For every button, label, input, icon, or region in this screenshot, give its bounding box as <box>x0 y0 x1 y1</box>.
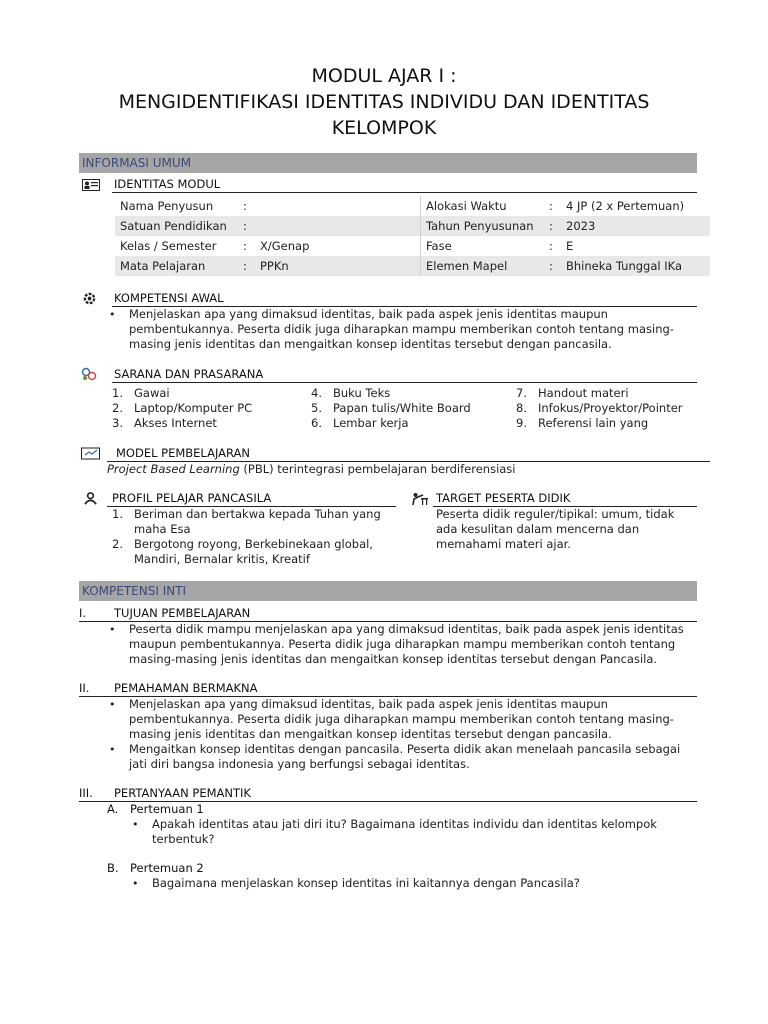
section-number: II. <box>79 681 90 695</box>
tujuan-list <box>107 622 699 667</box>
item-text: Buku Teks <box>333 386 391 400</box>
cell-colon: : <box>544 256 561 276</box>
heading-profil-pelajar: PROFIL PELAJAR PANCASILA <box>112 491 272 505</box>
heading-sarana-prasarana: SARANA DAN PRASARANA <box>114 367 264 381</box>
list-item <box>311 401 511 416</box>
divider <box>112 382 697 383</box>
list-item: • Peserta didik mampu menjelaskan apa yang dimaksud identitas, baik pada aspek jenis identitas maupun pembentukannya. Peserta didik juga diharapkan mampu memberikan contoh tentang masing-masing jenis identitas dan mengaitkan konsep identitas tersebut dengan Pancasila. <box>107 622 699 667</box>
cell-colon: : <box>238 216 255 236</box>
item-text: Handout materi <box>538 386 629 400</box>
item-number: 7. <box>516 386 527 400</box>
subsection-pertemuan-2: Pertemuan 2 <box>130 861 204 875</box>
list-item <box>311 416 511 431</box>
cell-label: Elemen Mapel <box>421 256 545 276</box>
item-number: 4. <box>311 386 322 400</box>
pemahaman-list <box>107 697 699 772</box>
teacher-icon <box>412 492 429 505</box>
cell-value: E <box>566 239 574 253</box>
heading-kompetensi-awal: KOMPETENSI AWAL <box>114 291 224 305</box>
cell-label: Kelas / Semester <box>120 239 217 253</box>
section-number: III. <box>79 786 93 800</box>
doc-title-line-2: MENGIDENTIFIKASI IDENTITAS INDIVIDU DAN IDENTITAS <box>118 91 650 113</box>
table-row <box>115 216 710 236</box>
cell-colon: : <box>549 239 553 253</box>
target-text: Peserta didik reguler/tipikal: umum, tidak ada kesulitan dalam mencerna dan memahami materi ajar. <box>436 507 675 551</box>
item-number: 1. <box>112 386 123 400</box>
cell-colon: : <box>549 199 553 213</box>
item-text: Infokus/Proyektor/Pointer <box>538 401 683 415</box>
heading-identitas-modul: IDENTITAS MODUL <box>114 177 221 191</box>
item-text: Akses Internet <box>134 416 217 430</box>
gear-icon <box>82 292 97 305</box>
subsection-pertemuan-1: Pertemuan 1 <box>130 802 204 816</box>
cell-label: Satuan Pendidikan <box>115 216 238 236</box>
item-text: Beriman dan bertakwa kepada Tuhan yang maha Esa <box>134 507 381 536</box>
divider <box>112 192 697 193</box>
section-number: I. <box>79 606 87 620</box>
item-number: 2. <box>112 537 123 551</box>
subsection-letter: B. <box>107 861 119 875</box>
item-number: 6. <box>311 416 322 430</box>
heading-model-pembelajaran: MODEL PEMBELAJARAN <box>116 446 251 460</box>
item-number: 1. <box>112 507 123 521</box>
cell-value <box>255 196 421 216</box>
list-item <box>516 401 706 416</box>
pertemuan-1-list <box>130 817 690 847</box>
subsection-letter: A. <box>107 802 119 816</box>
item-number: 2. <box>112 401 123 415</box>
item-number: 3. <box>112 416 123 430</box>
item-text: Gawai <box>134 386 170 400</box>
item-number: 9. <box>516 416 527 430</box>
id-card-icon <box>82 179 100 191</box>
pertemuan-2-list <box>130 876 690 891</box>
list-item <box>311 386 511 401</box>
kompetensi-awal-list <box>107 307 699 352</box>
item-number: 8. <box>516 401 527 415</box>
heading-pertanyaan-pemantik: PERTANYAAN PEMANTIK <box>114 786 251 800</box>
doc-title-line-3: KELOMPOK <box>331 117 437 139</box>
cell-value: 2023 <box>561 216 710 236</box>
tools-icon <box>81 367 97 381</box>
list-item: • Mengaitkan konsep identitas dengan pancasila. Peserta didik akan menelaah pancasila sebagai jati diri bangsa indonesia yang berfungsi sebagai identitas. <box>107 742 699 772</box>
list-item <box>112 537 382 567</box>
table-row <box>115 236 710 256</box>
item-text: Papan tulis/White Board <box>333 401 471 415</box>
doc-title-line-1: MODUL AJAR I : <box>311 65 457 87</box>
list-item <box>112 401 302 416</box>
sarana-list-col-3 <box>516 386 706 431</box>
heading-pemahaman-bermakna: PEMAHAMAN BERMAKNA <box>114 681 258 695</box>
section-bar-informasi-umum: INFORMASI UMUM <box>79 153 697 173</box>
list-item <box>112 507 382 537</box>
sarana-list-col-2 <box>311 386 511 431</box>
list-item <box>516 386 706 401</box>
cell-colon: : <box>238 256 255 276</box>
list-item: • Bagaimana menjelaskan konsep identitas ini kaitannya dengan Pancasila? <box>130 876 690 891</box>
list-item: • Apakah identitas atau jati diri itu? Bagaimana identitas individu dan identitas kelompok terbentuk? <box>130 817 690 847</box>
list-item <box>112 386 302 401</box>
item-number: 5. <box>311 401 322 415</box>
item-text: Laptop/Komputer PC <box>134 401 253 415</box>
section-bar-kompetensi-inti: KOMPETENSI INTI <box>79 581 697 601</box>
cell-label: Nama Penyusun <box>120 199 214 213</box>
item-text: Lembar kerja <box>333 416 409 430</box>
cell-colon: : <box>243 239 247 253</box>
heading-target-peserta: TARGET PESERTA DIDIK <box>436 491 571 505</box>
model-italic: Project Based Learning <box>107 462 240 476</box>
model-text <box>107 462 516 477</box>
heading-tujuan-pembelajaran: TUJUAN PEMBELAJARAN <box>114 606 251 620</box>
whiteboard-icon <box>81 446 101 460</box>
table-row <box>115 256 710 276</box>
cell-value <box>255 216 421 236</box>
cell-colon: : <box>243 199 247 213</box>
cell-value: X/Genap <box>260 239 310 253</box>
list-item <box>112 416 302 431</box>
identitas-table <box>115 196 710 276</box>
person-icon <box>83 492 98 505</box>
cell-label: Fase <box>421 236 545 256</box>
cell-label: Mata Pelajaran <box>115 256 238 276</box>
cell-colon: : <box>544 216 561 236</box>
list-item <box>516 416 706 431</box>
list-item: • Menjelaskan apa yang dimaksud identitas, baik pada aspek jenis identitas maupun pembentukannya. Peserta didik juga diharapkan mampu memberikan contoh tentang masing-masing jenis identitas dan mengaitkan konsep identitas tersebut dengan pancasila. <box>107 697 699 742</box>
item-text: Bergotong royong, Berkebinekaan global, Mandiri, Bernalar kritis, Kreatif <box>134 537 373 566</box>
list-item: • Menjelaskan apa yang dimaksud identitas, baik pada aspek jenis identitas maupun pembentukannya. Peserta didik juga diharapkan mampu memberikan contoh tentang masing-masing jenis identitas dan mengaitkan konsep identitas tersebut dengan pancasila. <box>107 307 699 352</box>
cell-value: PPKn <box>255 256 421 276</box>
cell-label: Alokasi Waktu <box>421 196 545 216</box>
cell-label: Tahun Penyusunan <box>421 216 545 236</box>
sarana-list-col-1 <box>112 386 302 431</box>
cell-value: Bhineka Tunggal IKa <box>561 256 710 276</box>
profil-list <box>112 507 382 567</box>
item-text: Referensi lain yang <box>538 416 649 430</box>
table-row <box>115 196 710 216</box>
model-rest: (PBL) terintegrasi pembelajaran berdiferensiasi <box>239 462 516 476</box>
cell-value: 4 JP (2 x Pertemuan) <box>566 199 685 213</box>
